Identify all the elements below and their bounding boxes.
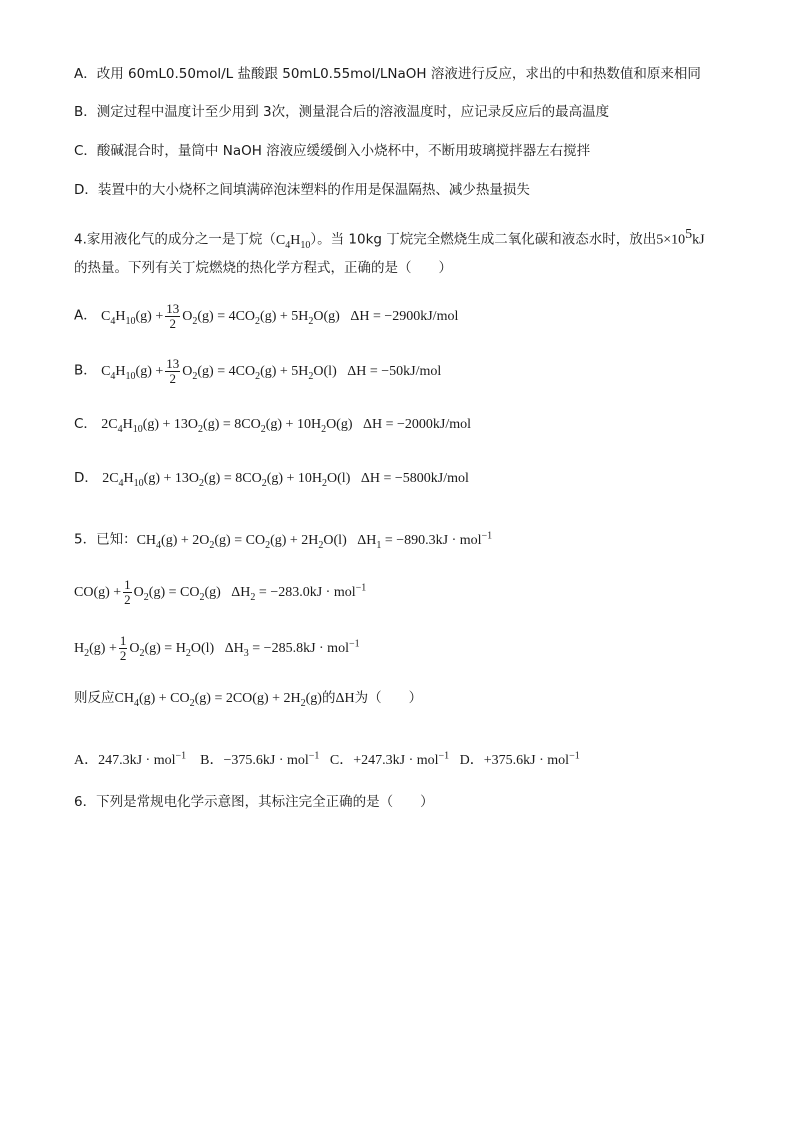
- q4-stem-line2: 的热量。下列有关丁烷燃烧的热化学方程式，正确的是（ ）: [74, 260, 452, 276]
- q3-option-d: D．装置中的大小烧杯之间填满碎泡沫塑料的作用是保温隔热、减少热量损失: [74, 182, 530, 198]
- q5-option-c: C．+247.3kJ · mol$^{-1}$: [329, 750, 450, 768]
- q4-stem: 4.家用液化气的成分之一是丁烷$(C_4H_{10})$。当 10kg 丁烷完全燃烧生成二氧化碳和液态水时，放出$5\times 10^5kJ$: [74, 227, 705, 251]
- q5-eq2: CO(g) + $\frac{1}{2}$ $O_2(g) = CO_2(g) \Delta H_2 = -283.0kJ \cdot mol^{-1}$: [74, 577, 367, 607]
- q5-eq3: $H_2(g)$ + $\frac{1}{2}$ $O_2(g) = H_2O(l) \Delta H_3 = -285.8kJ \cdot mol^{-1}$: [74, 633, 360, 663]
- q5-eq1: 5．已知：$CH_4(g) + 2O_2(g) = CO_2(g) + 2H_2O(l) \Delta H_1 = -890.3kJ \cdot mol^{-1}$: [74, 530, 493, 551]
- q5-options: [74, 746, 580, 771]
- q4-option-c: C． $2C_4H_{10}(g) + 13O_2(g) = 8CO_2(g) + 10H_2O(g) \Delta H = -2000kJ/mol$: [74, 416, 472, 435]
- q3-option-b: B．测定过程中温度计至少用到 3次，测量混合后的溶液温度时，应记录反应后的最高温度: [74, 104, 610, 120]
- q5-question: 则反应$CH_4(g) + CO_2(g) = 2CO(g) + 2H_2(g)$的ΔH为（ ）: [74, 690, 423, 709]
- q5-option-b: B．−375.6kJ · mol$^{-1}$: [200, 750, 320, 768]
- q6-stem: 6．下列是常规电化学示意图，其标注完全正确的是（ ）: [74, 794, 434, 810]
- q5-option-d: D．+375.6kJ · mol$^{-1}$: [459, 750, 580, 768]
- q4-option-a: A． $C_4H_{10}(g)$ + $\frac{13}{2}$ $O_2(g) = 4CO_2(g) + 5H_2O(g) \Delta H = -2900kJ/mol$: [74, 301, 459, 331]
- q5-option-a: A．247.3kJ · mol$^{-1}$: [74, 750, 187, 768]
- q3-option-c: C．酸碱混合时，量筒中 NaOH 溶液应缓缓倒入小烧杯中，不断用玻璃搅拌器左右搅拌: [74, 143, 591, 159]
- q4-option-d: D． $2C_4H_{10}(g) + 13O_2(g) = 8CO_2(g) + 10H_2O(l) \Delta H = -5800kJ/mol$: [74, 470, 469, 489]
- q3-option-a: A．改用 60mL0.50mol/L 盐酸跟 50mL0.55mol/LNaOH 溶液进行反应，求出的中和热数值和原来相同: [74, 66, 701, 82]
- q4-option-b: B． $C_4H_{10}(g)$ + $\frac{13}{2}$ $O_2(g) = 4CO_2(g) + 5H_2O(l) \Delta H = -50kJ/mol$: [74, 356, 442, 386]
